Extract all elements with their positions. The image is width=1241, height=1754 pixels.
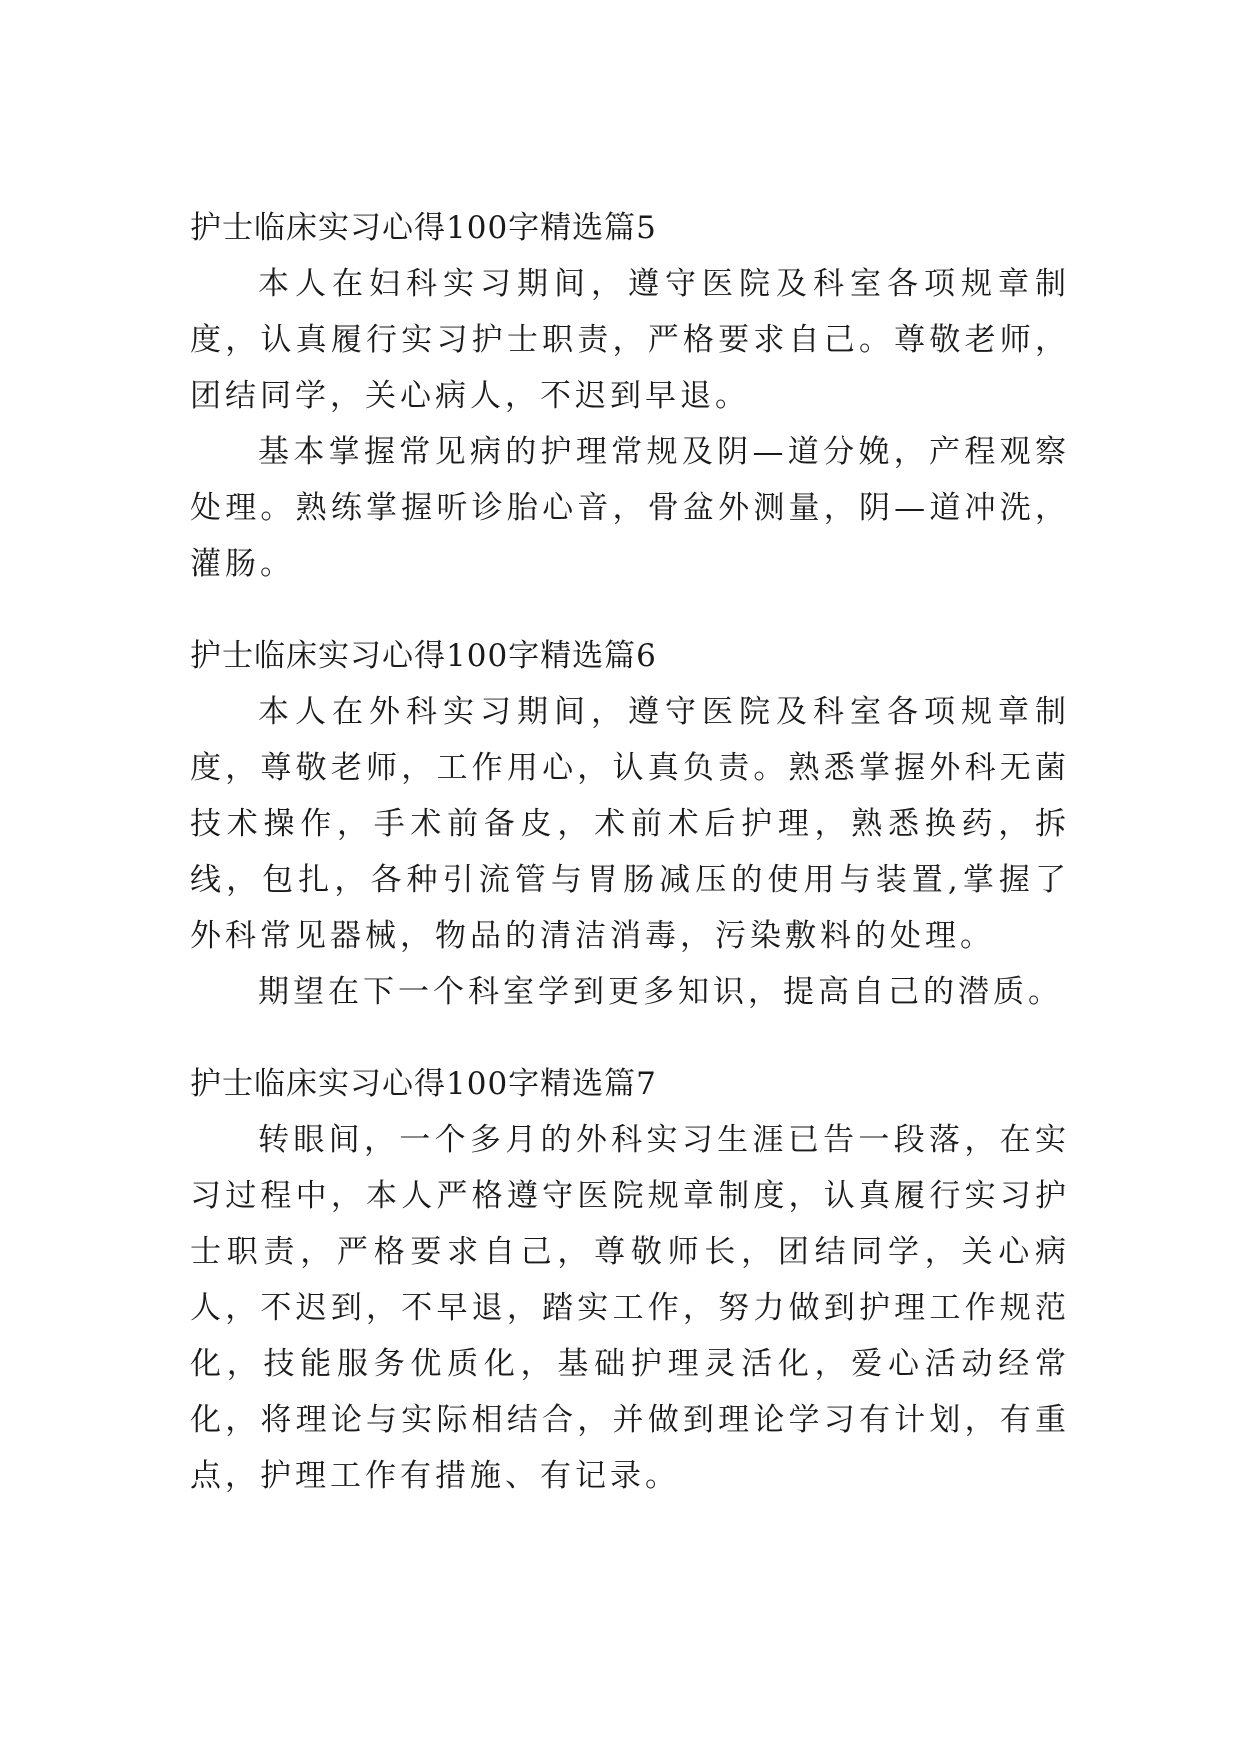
section-title: 护士临床实习心得100字精选篇5 (190, 210, 657, 246)
paragraph: 期望在下一个科室学到更多知识，提高自己的潜质。 (258, 974, 1063, 1010)
section-6 (190, 628, 1070, 1020)
section-5 (190, 200, 1070, 592)
paragraph: 本人在外科实习期间，遵守医院及科室各项规章制度，尊敬老师，工作用心，认真负责。熟悉掌握外科无菌技术操作，手术前备皮，术前术后护理，熟悉换药，拆线，包扎，各种引流管与胃肠减压的使用与装置,掌握了外科常见器械，物品的清洁消毒，污染敷料的处理。 (190, 694, 1070, 954)
document-body (190, 200, 1070, 1504)
section-7 (190, 1056, 1070, 1504)
paragraph: 转眼间，一个多月的外科实习生涯已告一段落，在实习过程中，本人严格遵守医院规章制度，认真履行实习护士职责，严格要求自己，尊敬师长，团结同学，关心病人，不迟到，不早退，踏实工作，努力做到护理工作规范化，技能服务优质化，基础护理灵活化，爱心活动经常化，将理论与实际相结合，并做到理论学习有计划，有重点，护理工作有措施、有记录。 (190, 1122, 1070, 1494)
paragraph: 本人在妇科实习期间，遵守医院及科室各项规章制度，认真履行实习护士职责，严格要求自己。尊敬老师，团结同学，关心病人，不迟到早退。 (190, 266, 1070, 414)
section-title: 护士临床实习心得100字精选篇6 (190, 638, 657, 674)
section-title: 护士临床实习心得100字精选篇7 (190, 1066, 657, 1102)
paragraph: 基本掌握常见病的护理常规及阴—道分娩，产程观察处理。熟练掌握听诊胎心音，骨盆外测量，阴—道冲洗，灌肠。 (190, 434, 1070, 582)
